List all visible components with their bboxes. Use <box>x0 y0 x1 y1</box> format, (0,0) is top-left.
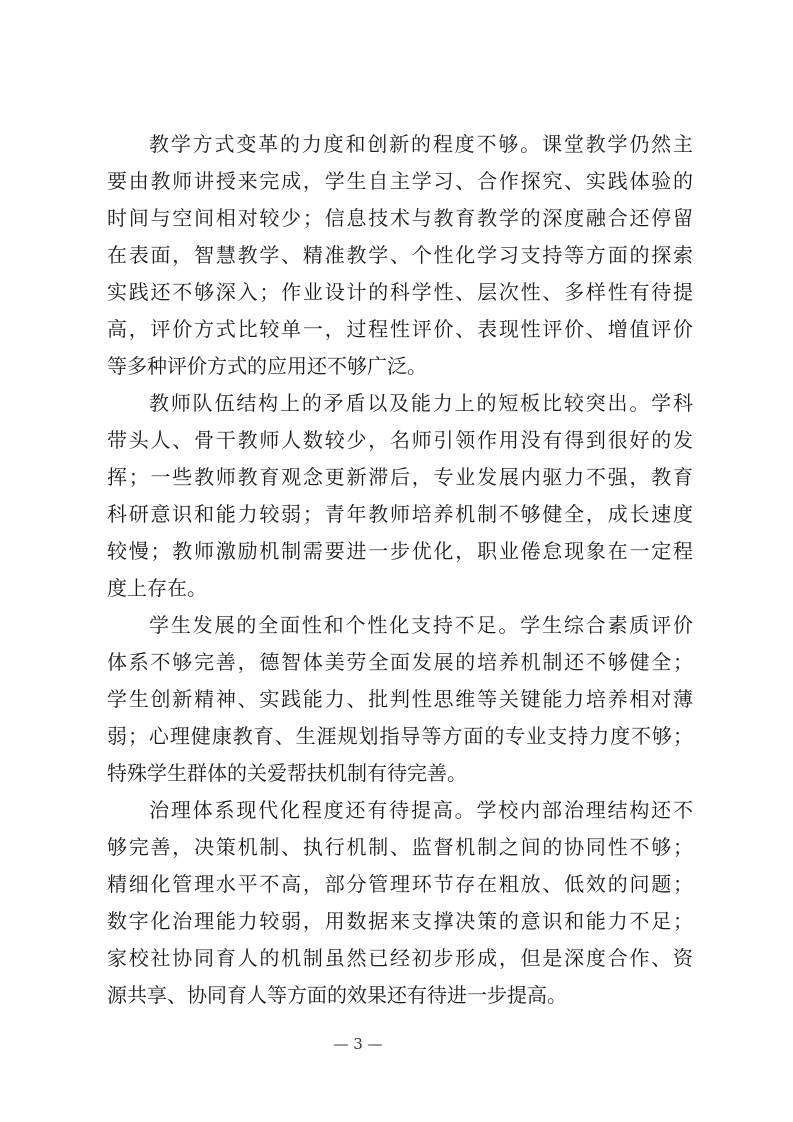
text-line: 精细化管理水平不高，部分管理环节存在粗放、低效的问题； <box>107 872 693 896</box>
text-line: 体系不够完善，德智体美劳全面发展的培养机制还不够健全； <box>107 650 693 674</box>
text-line: 弱；心理健康教育、生涯规划指导等方面的专业支持力度不够； <box>107 724 693 748</box>
text-line: 较慢；教师激励机制需要进一步优化，职业倦怠现象在一定程 <box>107 539 693 563</box>
text-line: 源共享、协同育人等方面的效果还有待进一步提高。 <box>107 983 567 1007</box>
text-line: 教学方式变革的力度和创新的程度不够。课堂教学仍然主 <box>149 132 693 156</box>
paragraph <box>107 792 693 1014</box>
paragraph <box>107 385 693 607</box>
paragraph <box>107 607 693 792</box>
text-line: 时间与空间相对较少；信息技术与教育教学的深度融合还停留 <box>107 206 693 230</box>
text-line: 等多种评价方式的应用还不够广泛。 <box>107 354 427 378</box>
text-line: 度上存在。 <box>107 576 207 600</box>
page-number: — 3 — <box>333 1035 383 1053</box>
text-line: 学生创新精神、实践能力、批判性思维等关键能力培养相对薄 <box>107 687 693 711</box>
paragraph <box>107 126 693 385</box>
text-line: 特殊学生群体的关爱帮扶机制有待完善。 <box>107 761 467 785</box>
text-line: 治理体系现代化程度还有待提高。学校内部治理结构还不 <box>149 798 693 822</box>
document-body <box>107 126 693 1014</box>
text-line: 够完善，决策机制、执行机制、监督机制之间的协同性不够； <box>107 835 693 859</box>
text-line: 科研意识和能力较弱；青年教师培养机制不够健全，成长速度 <box>107 502 693 526</box>
text-line: 家校社协同育人的机制虽然已经初步形成，但是深度合作、资 <box>107 946 693 970</box>
text-line: 在表面，智慧教学、精准教学、个性化学习支持等方面的探索 <box>107 243 693 267</box>
text-line: 要由教师讲授来完成，学生自主学习、合作探究、实践体验的 <box>107 169 693 193</box>
text-line: 高，评价方式比较单一，过程性评价、表现性评价、增值评价 <box>107 317 693 341</box>
text-line: 实践还不够深入；作业设计的科学性、层次性、多样性有待提 <box>107 280 693 304</box>
text-line: 数字化治理能力较弱，用数据来支撑决策的意识和能力不足； <box>107 909 693 933</box>
text-line: 挥；一些教师教育观念更新滞后，专业发展内驱力不强，教育 <box>107 465 693 489</box>
text-line: 带头人、骨干教师人数较少，名师引领作用没有得到很好的发 <box>107 428 693 452</box>
text-line: 教师队伍结构上的矛盾以及能力上的短板比较突出。学科 <box>149 391 693 415</box>
text-line: 学生发展的全面性和个性化支持不足。学生综合素质评价 <box>149 613 693 637</box>
